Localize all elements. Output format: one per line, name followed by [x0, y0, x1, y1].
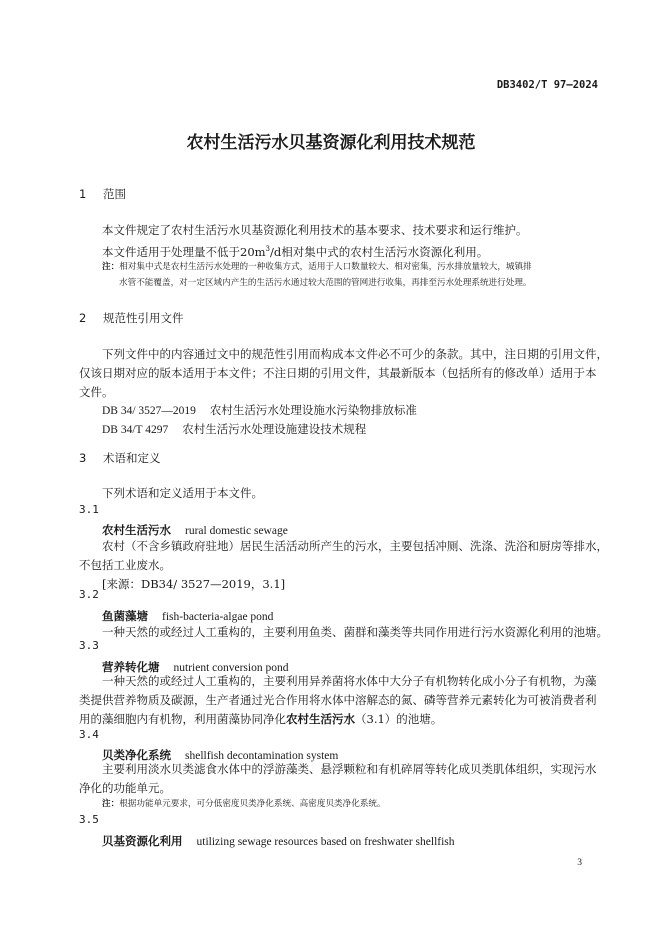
- term-definition: 一种天然的或经过人工重构的，主要利用鱼类、菌群和藻类等共同作用进行污水资源化利用的池塘。: [102, 625, 608, 639]
- text-run: 用的藻细胞内有机物，利用菌藻协同净化: [79, 712, 286, 726]
- section-number: 3: [79, 451, 87, 465]
- term-english: shellfish decontamination system: [185, 750, 339, 762]
- term-cross-reference: 农村生活污水: [286, 712, 355, 726]
- reference-title: 农村生活污水处理设施水污染物排放标准: [209, 405, 417, 417]
- term-chinese: 营养转化塘: [102, 660, 160, 674]
- term-definition-line: 净化的功能单元。: [79, 781, 171, 795]
- term-english: utilizing sewage resources based on freshwater shellfish: [196, 836, 455, 848]
- superscript: 3: [265, 245, 271, 253]
- text-run: （3.1）的池塘。: [355, 712, 443, 726]
- term-definition-line: 类提供营养物质及碳源，生产者通过光合作用将水体中溶解态的氮、磷等营养元素转化为可被消费者利: [79, 693, 597, 707]
- term-chinese: 农村生活污水: [102, 523, 171, 537]
- paragraph-line: 文件。: [79, 385, 114, 399]
- term-number: 3.3: [79, 639, 99, 652]
- section-title: 范围: [103, 187, 126, 201]
- paragraph: 下列术语和定义适用于本文件。: [102, 486, 263, 500]
- term-definition: 一种天然的或经过人工重构的，主要利用异养菌将水体中大分子有机物转化成小分子有机物，为藻: [102, 674, 597, 688]
- term-number: 3.1: [79, 503, 99, 516]
- reference-code: DB 34/T 4297: [102, 424, 169, 436]
- term-number: 3.2: [79, 588, 99, 601]
- term-entry: [102, 519, 288, 538]
- term-english: nutrient conversion pond: [173, 662, 289, 674]
- term-definition: 主要利用淡水贝类滤食水体中的浮游藻类、悬浮颗粒和有机碎屑等转化成贝类肌体组织，实现污水: [102, 762, 597, 776]
- section-number: 2: [79, 311, 87, 325]
- section-title: 术语和定义: [103, 451, 161, 465]
- term-chinese: 贝类净化系统: [102, 748, 171, 762]
- reference-code: DB 34/ 3527—2019: [102, 405, 196, 417]
- note: [102, 796, 386, 812]
- term-english: rural domestic sewage: [185, 525, 288, 537]
- section-heading-1: [79, 186, 126, 202]
- term-chinese: 贝基资源化利用: [102, 834, 183, 848]
- term-number: 3.4: [79, 728, 99, 741]
- paragraph: 下列文件中的内容通过文中的规范性引用而构成本文件必不可少的条款。其中，注日期的引用文件，: [102, 347, 608, 361]
- term-definition-line: 不包括工业废水。: [79, 558, 171, 572]
- paragraph: 本文件规定了农村生活污水贝基资源化利用技术的基本要求、技术要求和运行维护。: [102, 223, 528, 237]
- note-label: 注：: [102, 799, 120, 809]
- text-run: 本文件适用于处理量不低于20m: [102, 244, 266, 259]
- term-entry: [102, 830, 455, 849]
- note: [102, 259, 532, 275]
- section-heading-2: [79, 310, 184, 326]
- section-heading-3: [79, 450, 161, 466]
- normative-reference: [102, 421, 366, 440]
- text-run: /d相对集中式的农村生活污水资源化利用。: [270, 244, 489, 259]
- page-number: 3: [577, 858, 582, 868]
- standard-code: DB3402/T 97—2024: [496, 79, 598, 91]
- note-label: 注：: [102, 262, 120, 272]
- term-definition: 农村（不含乡镇政府驻地）居民生活活动所产生的污水，主要包括冲厕、洗涤、洗浴和厨房等排水，: [102, 539, 608, 553]
- section-number: 1: [79, 187, 87, 201]
- term-entry: [102, 605, 273, 624]
- term-definition-line: [79, 710, 442, 729]
- note-text: 根据功能单元要求，可分低密度贝类净化系统、高密度贝类净化系统。: [119, 799, 386, 809]
- normative-reference: [102, 402, 417, 421]
- term-number: 3.5: [79, 813, 99, 826]
- term-english: fish-bacteria-algae pond: [162, 611, 274, 623]
- term-source: [来源：DB34/ 3527—2019，3.1]: [102, 577, 286, 591]
- page-title: 农村生活污水贝基资源化利用技术规范: [186, 133, 476, 153]
- reference-title: 农村生活污水处理设施建设技术规程: [182, 424, 367, 436]
- note-text: 相对集中式是农村生活污水处理的一种收集方式，适用于人口数量较大、相对密集，污水排放量较大，城镇排: [119, 262, 532, 272]
- term-chinese: 鱼菌藻塘: [102, 609, 148, 623]
- paragraph-line: 仅该日期对应的版本适用于本文件；不注日期的引用文件，其最新版本（包括所有的修改单）适用于本: [79, 366, 597, 380]
- note-continuation: 水管不能覆盖，对一定区域内产生的生活污水通过较大范围的管网进行收集，再排至污水处理系统进行处理。: [119, 278, 532, 288]
- section-title: 规范性引用文件: [103, 311, 184, 325]
